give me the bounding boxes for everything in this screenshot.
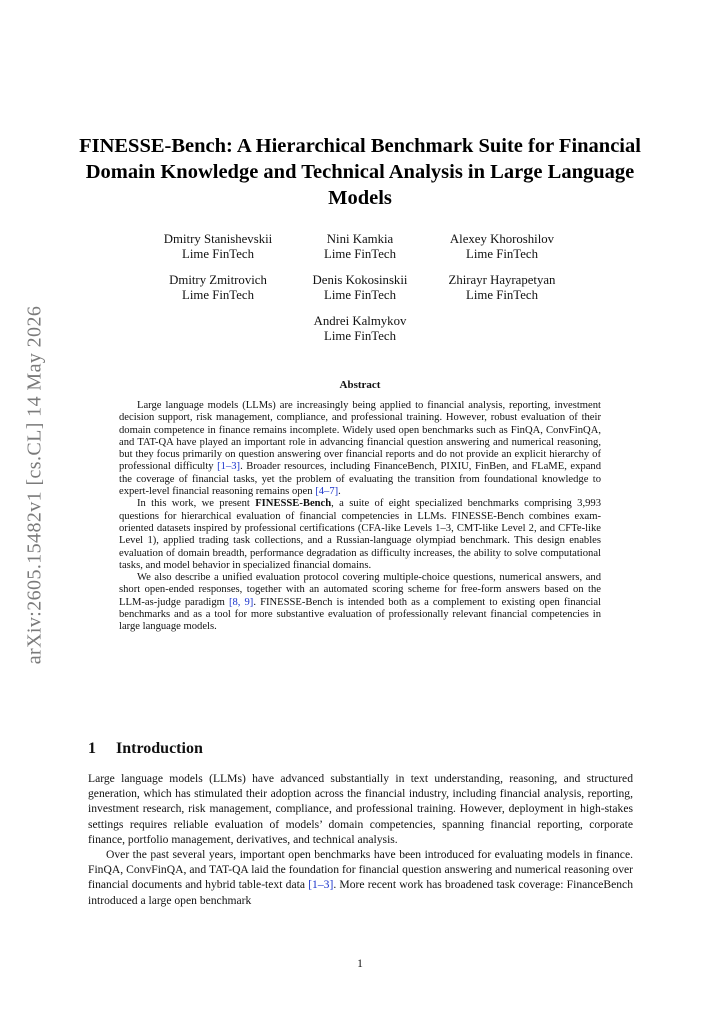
text-run: .: [338, 486, 341, 498]
author-name: Dmitry Stanishevskii: [163, 232, 273, 246]
text-run: Large language models (LLMs) are increasingly being applied to financial analysis, reporting, investment decision support, risk management, compliance, and professional training. However, robust evaluation of their domain competence in finance remains incomplete. Widely used open benchmarks such as FinQA, ConvFinQA, and TAT-QA have played an important role in advancing financial question answering and numerical reasoning, but they focus primarily on question answering over financial reports and do not provide an explicit hierarchy of professional difficulty: [119, 400, 601, 473]
abstract-paragraph-2: [119, 498, 601, 572]
author-row-3: [120, 314, 600, 344]
section-heading: [88, 740, 633, 758]
abstract-paragraph-1: [119, 400, 601, 498]
introduction-body: [88, 771, 633, 908]
text-run: , a suite of eight specialized benchmarks comprising 3,993 questions for hierarchical evaluation of financial competencies in LLMs. FINESSE-Bench combines exam-oriented datasets inspired by professional certifications (CFA-like Levels 1–3, CMT-like Level 2, and CFTe-like Level 1), applied trading task collections, and a Russian-language olympiad benchmark. This design enables evaluation of domain breadth, performance degradation as difficulty increases, the ability to solve computational tasks, and model behavior in specialized financial domains.: [119, 498, 601, 571]
citation-link[interactable]: [4–7]: [315, 486, 339, 498]
arxiv-stamp: [10, 295, 60, 675]
author-row-2: [120, 273, 600, 303]
text-run: . More recent work has broadened task coverage: FinanceBench introduced a large open benchmark: [88, 878, 633, 907]
author-block: [120, 232, 600, 355]
section-title: Introduction: [116, 740, 203, 757]
author-affiliation: Lime FinTech: [324, 288, 396, 302]
author: [298, 273, 422, 303]
author-name: Zhirayr Hayrapetyan: [448, 273, 556, 287]
abstract-heading: Abstract: [339, 379, 381, 391]
author-row-1: [120, 232, 600, 262]
text-run: . Broader resources, including FinanceBench, PIXIU, FinBen, and FLaME, expand the coverage of financial tasks, yet the problem of evaluating the transition from foundational knowledge to expert-level financial reasoning remains open: [119, 461, 601, 498]
author-name: Alexey Khoroshilov: [449, 232, 555, 246]
arxiv-identifier[interactable]: arXiv:2605.15482v1 [cs.CL] 14 May 2026: [23, 305, 46, 665]
author: [156, 232, 280, 262]
page-number: 1: [357, 958, 363, 970]
citation-link[interactable]: [1–3]: [217, 461, 241, 473]
intro-paragraph-1: Large language models (LLMs) have advanced substantially in text understanding, reasoning, and structured generation, which has stimulated their adoption across the financial industry, including financial analysis, reporting, investment research, risk management, compliance, and professional training. However, deployment in high-stakes settings requires reliable evaluation of models’ domain competencies, spanning financial reporting, corporate finance, portfolio management, derivatives, and technical analysis.: [88, 772, 633, 846]
author-affiliation: Lime FinTech: [324, 329, 396, 343]
author-name: Denis Kokosinskii: [312, 273, 408, 287]
author-affiliation: Lime FinTech: [324, 247, 396, 261]
section-number: 1: [88, 740, 96, 757]
abstract-paragraph-3: [119, 572, 601, 633]
citation-link[interactable]: [1–3]: [308, 878, 334, 892]
author: [298, 232, 422, 262]
paper-title: FINESSE-Bench: A Hierarchical Benchmark Suite for Financial Domain Knowledge and Technical Analysis in Large Language Models: [79, 135, 641, 209]
author-affiliation: Lime FinTech: [182, 288, 254, 302]
author-affiliation: Lime FinTech: [182, 247, 254, 261]
author-affiliation: Lime FinTech: [466, 288, 538, 302]
author-name: Nini Kamkia: [326, 232, 394, 246]
text-run: In this work, we present: [137, 498, 256, 510]
text-run: We also describe a unified evaluation protocol covering multiple-choice questions, numerical answers, and short open-ended responses, together with an automated scoring scheme for free-form answers based on the LLM-as-judge paradigm: [119, 572, 601, 608]
author: [298, 314, 422, 344]
author: [440, 273, 564, 303]
abstract-body: [119, 400, 601, 634]
author: [440, 232, 564, 262]
author-name: Andrei Kalmykov: [313, 314, 407, 328]
text-run: . FINESSE-Bench is intended both as a complement to existing open financial benchmarks and as a tool for more substantive evaluation of professionally relevant financial competencies in large language models.: [119, 596, 601, 633]
intro-paragraph-2: [88, 847, 633, 908]
citation-link[interactable]: [8, 9]: [228, 596, 254, 608]
benchmark-name: FINESSE-Bench: [255, 498, 332, 510]
author-affiliation: Lime FinTech: [466, 247, 538, 261]
text-run: Over the past several years, important open benchmarks have been introduced for evaluating models in finance. FinQA, ConvFinQA, and TAT-QA laid the foundation for financial question answering and numerical reasoning over financial documents and hybrid table-text data: [88, 848, 633, 892]
author-name: Dmitry Zmitrovich: [169, 273, 267, 287]
author: [156, 273, 280, 303]
